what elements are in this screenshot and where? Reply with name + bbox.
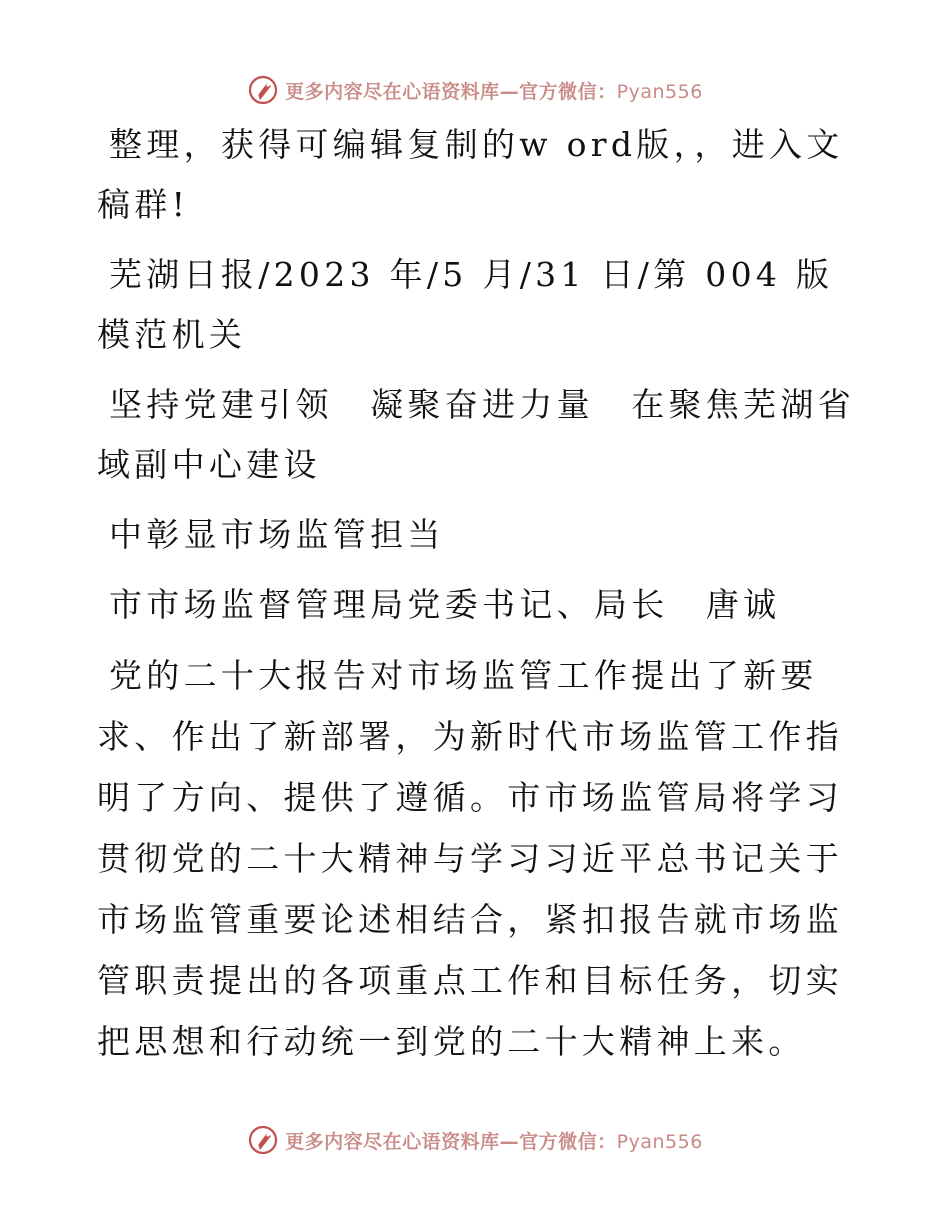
footer-banner-text: 更多内容尽在心语资料库—官方微信：Pyan556 [285,1130,703,1153]
article-title-line-2: 中彰显市场监管担当 [109,515,445,554]
header-watermark-banner [0,70,950,110]
intro-paragraph: 整理，获得可编辑复制的w ord版，，进入文稿群! [97,125,844,224]
source-line: 芜湖日报/2023 年/5 月/31 日/第 004 版模范机关 [97,255,834,354]
footer-watermark-banner [0,1120,950,1160]
document-body [97,115,857,1082]
article-title-line-1: 坚持党建引领 凝聚奋进力量 在聚焦芜湖省域副中心建设 [97,385,855,484]
pen-nib-logo-icon [247,1124,279,1156]
body-paragraph: 党的二十大报告对市场监管工作提出了新要求、作出了新部署，为新时代市场监管工作指明了方向、提供了遵循。市市场监管局将学习贯彻党的二十大精神与学习习近平总书记关于市场监管重要论述相结合，紧扣报告就市场监管职责提出的各项重点工作和目标任务，切实把思想和行动统一到党的二十大精神上来。 [97,656,843,1061]
author-line: 市市场监督管理局党委书记、局长 唐诚 [109,585,781,624]
pen-nib-logo-icon [247,74,279,106]
header-banner-text: 更多内容尽在心语资料库—官方微信：Pyan556 [285,80,703,103]
